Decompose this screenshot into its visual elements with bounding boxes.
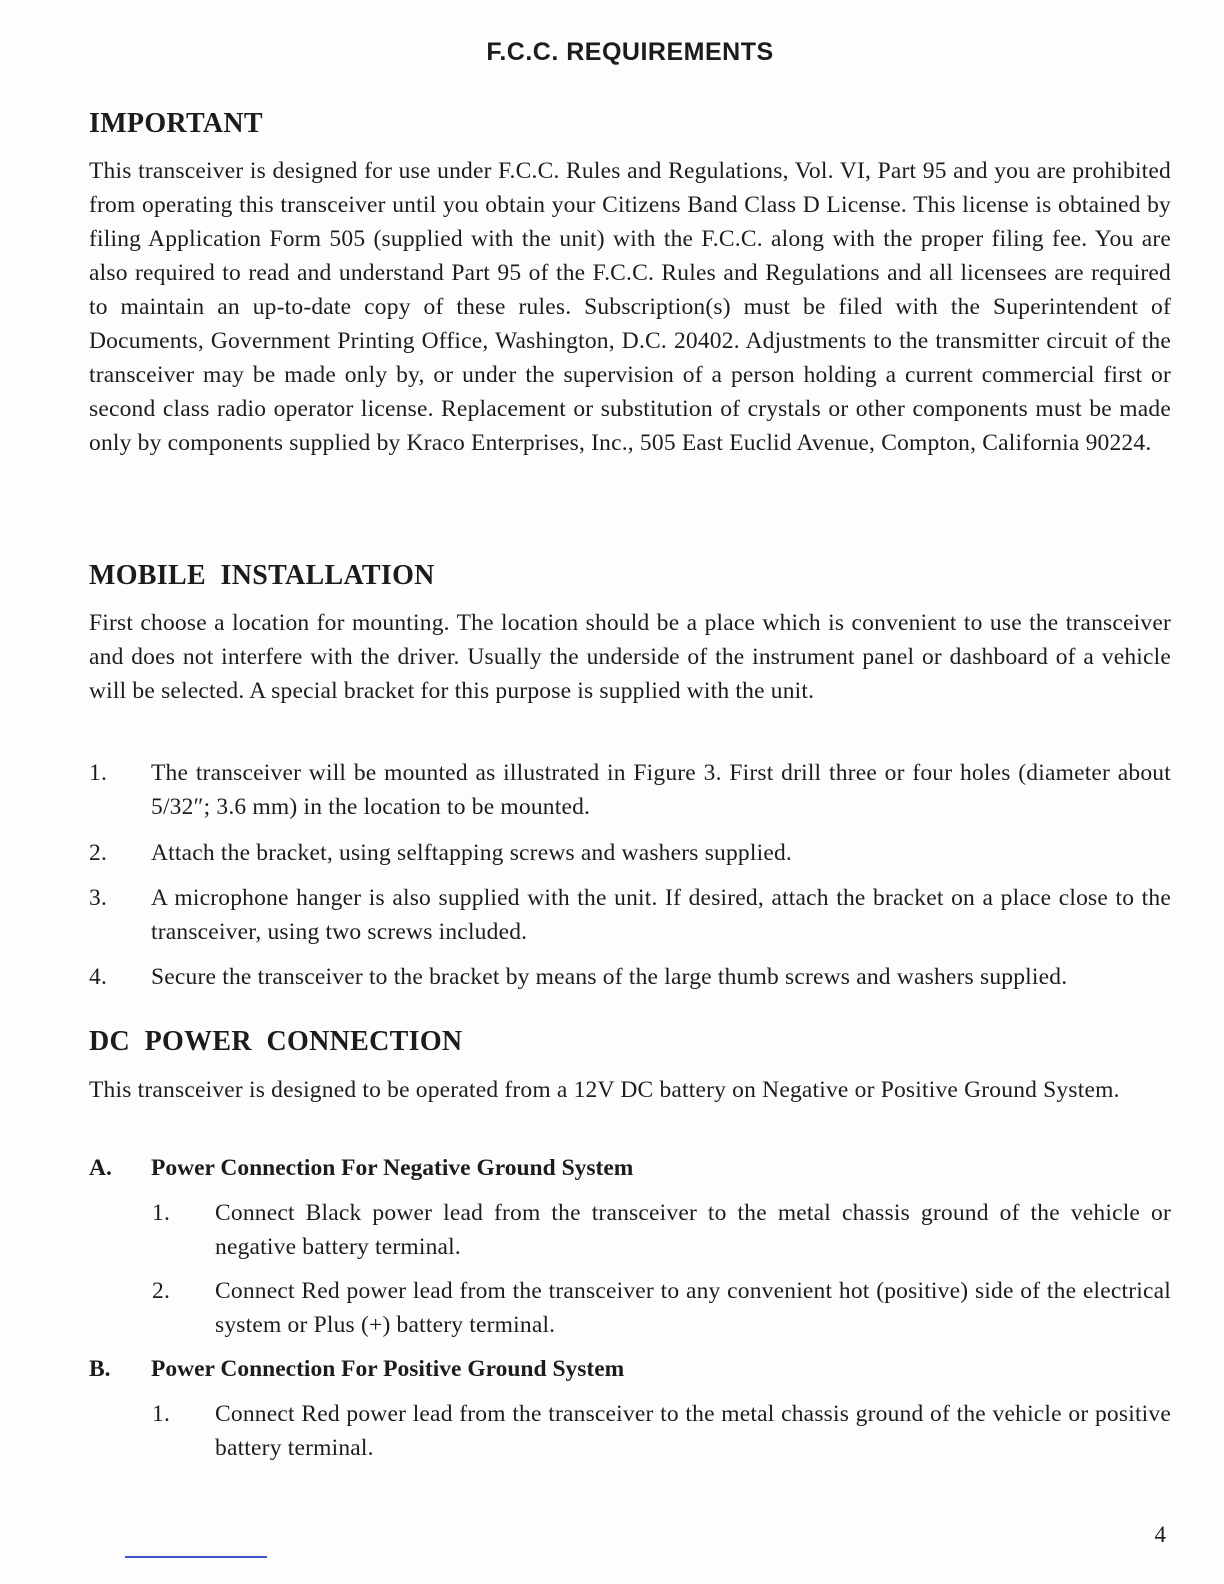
list-item-number: 1. [89,760,108,786]
list-item-text: Connect Red power lead from the transceiver to the metal chassis ground of the vehicle or positive battery terminal. [215,1401,1171,1461]
list-item-text: A microphone hanger is also supplied with the unit. If desired, attach the bracket on a place close to the transceiver, using two screws included. [151,885,1171,945]
dc-power-heading: DC POWER CONNECTION [89,1026,463,1057]
list-item [152,1397,1171,1465]
footer-divider [125,1556,267,1558]
mobile-installation-heading: MOBILE INSTALLATION [89,560,435,591]
list-item-number: 3. [89,885,108,911]
important-paragraph: This transceiver is designed for use under F.C.C. Rules and Regulations, Vol. VI, Part 95 and you are prohibited from operating this transceiver until you obtain your Citizens Band Class D License. This license is obtained by filing Application Form 505 (supplied with the unit) with the F.C.C. along with the proper filing fee. You are also required to read and understand Part 95 of the F.C.C. Rules and Regulations and all licensees are required to maintain an up-to-date copy of these rules. Subscription(s) must be filed with the Superintendent of Documents, Government Printing Office, Washington, D.C. 20402. Adjustments to the transmitter circuit of the transceiver may be made only by, or under the supervision of a person holding a current commercial first or second class radio operator license. Replacement or substitution of crystals or other components must be made only by components supplied by Kraco Enterprises, Inc., 505 East Euclid Avenue, Compton, California 90224. [89,158,1171,456]
list-item [152,1196,1171,1264]
list-item-number: 4. [89,964,108,990]
list-item-number: 1. [152,1401,171,1427]
list-item-text: Attach the bracket, using selftapping screws and washers supplied. [151,840,792,866]
dc-power-paragraph: This transceiver is designed to be operated from a 12V DC battery on Negative or Positive Ground System. [89,1077,1120,1103]
section-letter: A. [89,1155,112,1181]
list-item-number: 2. [89,840,108,866]
list-item-number: 2. [152,1278,171,1304]
list-item [89,960,1171,994]
list-item-text: Connect Red power lead from the transceiver to any convenient hot (positive) side of the electrical system or Plus (+) battery terminal. [215,1278,1171,1338]
list-item-text: Secure the transceiver to the bracket by means of the large thumb screws and washers supplied. [151,964,1068,990]
list-item-text: Connect Black power lead from the transceiver to the metal chassis ground of the vehicle or negative battery terminal. [215,1200,1171,1260]
list-item [89,756,1171,824]
section-letter: B. [89,1356,111,1382]
mobile-installation-paragraph: First choose a location for mounting. The location should be a place which is convenient to use the transceiver and does not interfere with the driver. Usually the underside of the instrument panel or dashboard of a vehicle will be selected. A special bracket for this purpose is supplied with the unit. [89,610,1171,704]
list-item [89,881,1171,949]
important-heading: IMPORTANT [89,108,263,139]
list-item [152,1274,1171,1342]
page-number: 4 [1154,1522,1166,1547]
list-item-number: 1. [152,1200,171,1226]
page-title: F.C.C. REQUIREMENTS [486,38,774,66]
section-title: Power Connection For Negative Ground System [151,1155,634,1181]
section-a-heading [89,1151,1171,1185]
section-title: Power Connection For Positive Ground System [151,1356,625,1382]
list-item [89,836,1171,870]
list-item-text: The transceiver will be mounted as illustrated in Figure 3. First drill three or four holes (diameter about 5/32″; 3.6 mm) in the location to be mounted. [151,760,1171,820]
section-b-heading [89,1352,1171,1386]
